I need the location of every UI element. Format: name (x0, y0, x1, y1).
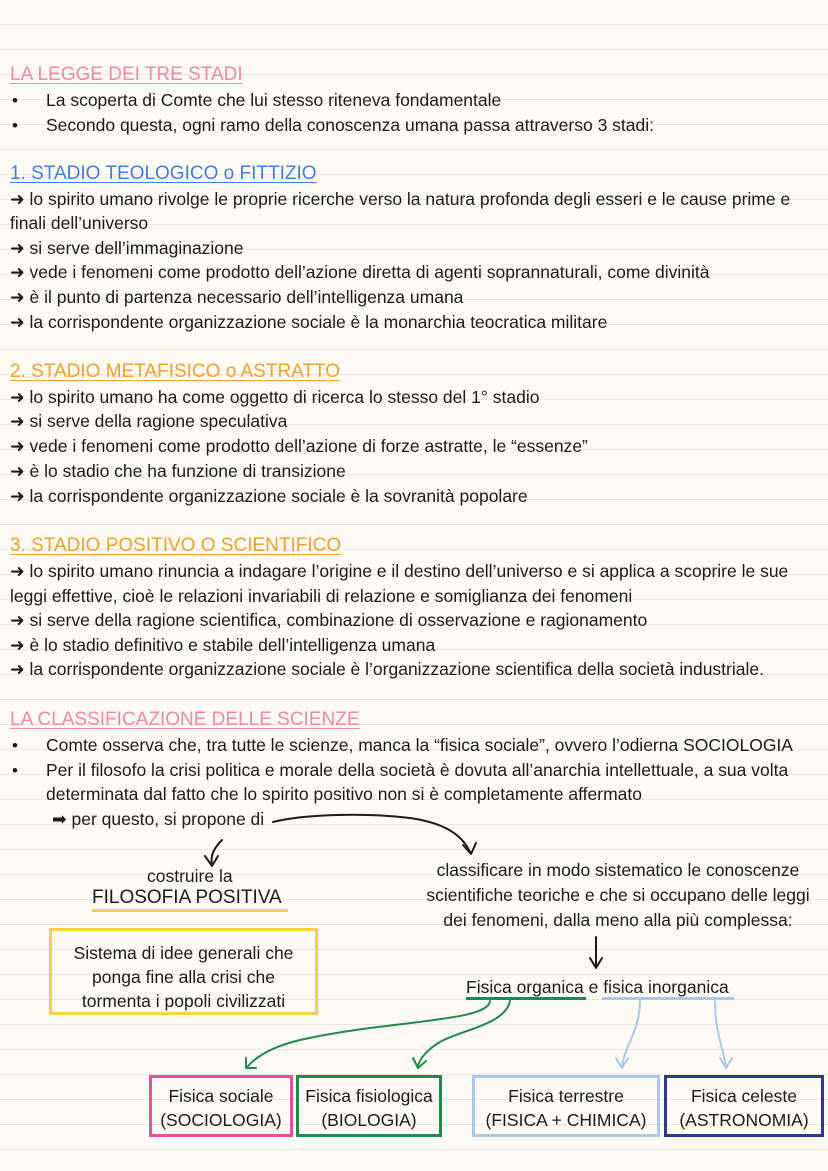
stadio3-line: ➜ la corrispondente organizzazione sociale è l’organizzazione scientifica della società industriale. (10, 659, 764, 679)
arrow-to-classificare (273, 815, 470, 852)
stadio1-line: finali dell’universo (10, 213, 149, 233)
stadio2-title: 2. STADIO METAFISICO o ASTRATTO (10, 361, 341, 382)
left-branch-pre: costruire la (147, 866, 233, 886)
stadio3-line: ➜ lo spirito umano rinuncia a indagare l’origine e il destino dell’universo e si applica a scoprire le sue (10, 561, 789, 581)
stadio1-line: ➜ è il punto di partenza necessario dell’intelligenza umana (10, 287, 464, 307)
right-branch-line: scientifiche teoriche e che si occupano delle leggi (426, 885, 810, 905)
bullet-dot: • (12, 116, 18, 135)
arrow-to-terrestre (622, 1001, 640, 1066)
right-branch-line: dei fenomeni, dalla meno alla più complessa: (443, 910, 793, 930)
word-fisica: Fisica (466, 977, 512, 997)
bullet-dot: • (12, 761, 18, 780)
word-organica: organica (516, 977, 584, 997)
stadio3-line: ➜ si serve della ragione scientifica, combinazione di osservazione e ragionamento (10, 610, 648, 630)
box-line: tormenta i popoli civilizzati (81, 991, 286, 1011)
section-title-classificazione: LA CLASSIFICAZIONE DELLE SCIENZE (10, 709, 360, 730)
bullet-dot: • (12, 91, 18, 110)
box-line: Fisica sociale (168, 1086, 274, 1106)
section-title-legge: LA LEGGE DEI TRE STADI (10, 64, 243, 85)
stadio2-line: ➜ vede i fenomeni come prodotto dell’azione di forze astratte, le “essenze” (10, 436, 588, 456)
word-fisica-2: fisica (603, 977, 644, 997)
stadio2-line: ➜ è lo stadio che ha funzione di transizione (10, 461, 346, 481)
box-line: (FISICA + CHIMICA) (485, 1110, 647, 1130)
stadio3-title: 3. STADIO POSITIVO O SCIENTIFICO (10, 535, 342, 556)
word-e: e (588, 977, 599, 997)
arrow-to-sociale (248, 1001, 490, 1066)
bullet-dot: • (12, 736, 18, 755)
arrow-to-costruire (211, 840, 222, 864)
stadio2-line: ➜ lo spirito umano ha come oggetto di ricerca lo stesso del 1° stadio (10, 387, 540, 407)
box-line: (SOCIOLOGIA) (160, 1110, 282, 1130)
stadio1-line: ➜ lo spirito umano rivolge le proprie ricerche verso la natura profonda degli esseri e le cause prime e (10, 189, 791, 209)
bullet-text-1: La scoperta di Comte che lui stesso riteneva fondamentale (46, 90, 502, 110)
propone-text: ➡ per questo, si propone di (52, 809, 265, 829)
classificazione-bullet-2: Per il filosofo la crisi politica e morale della società è dovuta all’anarchia intellettuale, a sua volta (46, 760, 789, 780)
stadio3-line: leggi effettive, cioè le relazioni invariabili di relazione e somiglianza dei fenomeni (10, 586, 633, 606)
box-line: (BIOLOGIA) (321, 1110, 417, 1130)
box-line: Fisica fisiologica (305, 1086, 433, 1106)
word-inorganica: inorganica (647, 977, 729, 997)
stadio1-line: ➜ si serve dell’immaginazione (10, 238, 244, 258)
box-line: ponga fine alla crisi che (92, 967, 275, 987)
right-branch-line: classificare in modo sistematico le conoscenze (436, 860, 800, 880)
box-line: (ASTRONOMIA) (679, 1110, 809, 1130)
classificazione-bullet-1: Comte osserva che, tra tutte le scienze, manca la “fisica sociale”, ovvero l’odierna SOCIOLOGIA (46, 735, 793, 755)
box-line: Sistema di idee generali che (73, 943, 294, 963)
bullet-text-2: Secondo questa, ogni ramo della conoscenza umana passa attraverso 3 stadi: (46, 115, 655, 135)
filosofia-positiva-title: FILOSOFIA POSITIVA (92, 887, 282, 908)
box-line: Fisica terrestre (508, 1086, 624, 1106)
stadio3-line: ➜ è lo stadio definitivo e stabile dell’intelligenza umana (10, 635, 436, 655)
arrow-to-celeste (715, 1001, 726, 1066)
box-line: Fisica celeste (690, 1086, 797, 1106)
stadio2-line: ➜ si serve della ragione speculativa (10, 411, 288, 431)
stadio1-title: 1. STADIO TEOLOGICO o FITTIZIO (10, 163, 317, 184)
arrow-to-fisiologica (418, 1001, 510, 1066)
stadio1-line: ➜ la corrispondente organizzazione sociale è la monarchia teocratica militare (10, 312, 608, 332)
stadio1-line: ➜ vede i fenomeni come prodotto dell’azione diretta di agenti soprannaturali, come divinità (10, 262, 710, 282)
classificazione-bullet-2-cont: determinata dal fatto che lo spirito positivo non si è completamente affermato (46, 784, 642, 804)
stadio2-line: ➜ la corrispondente organizzazione sociale è la sovranità popolare (10, 486, 528, 506)
